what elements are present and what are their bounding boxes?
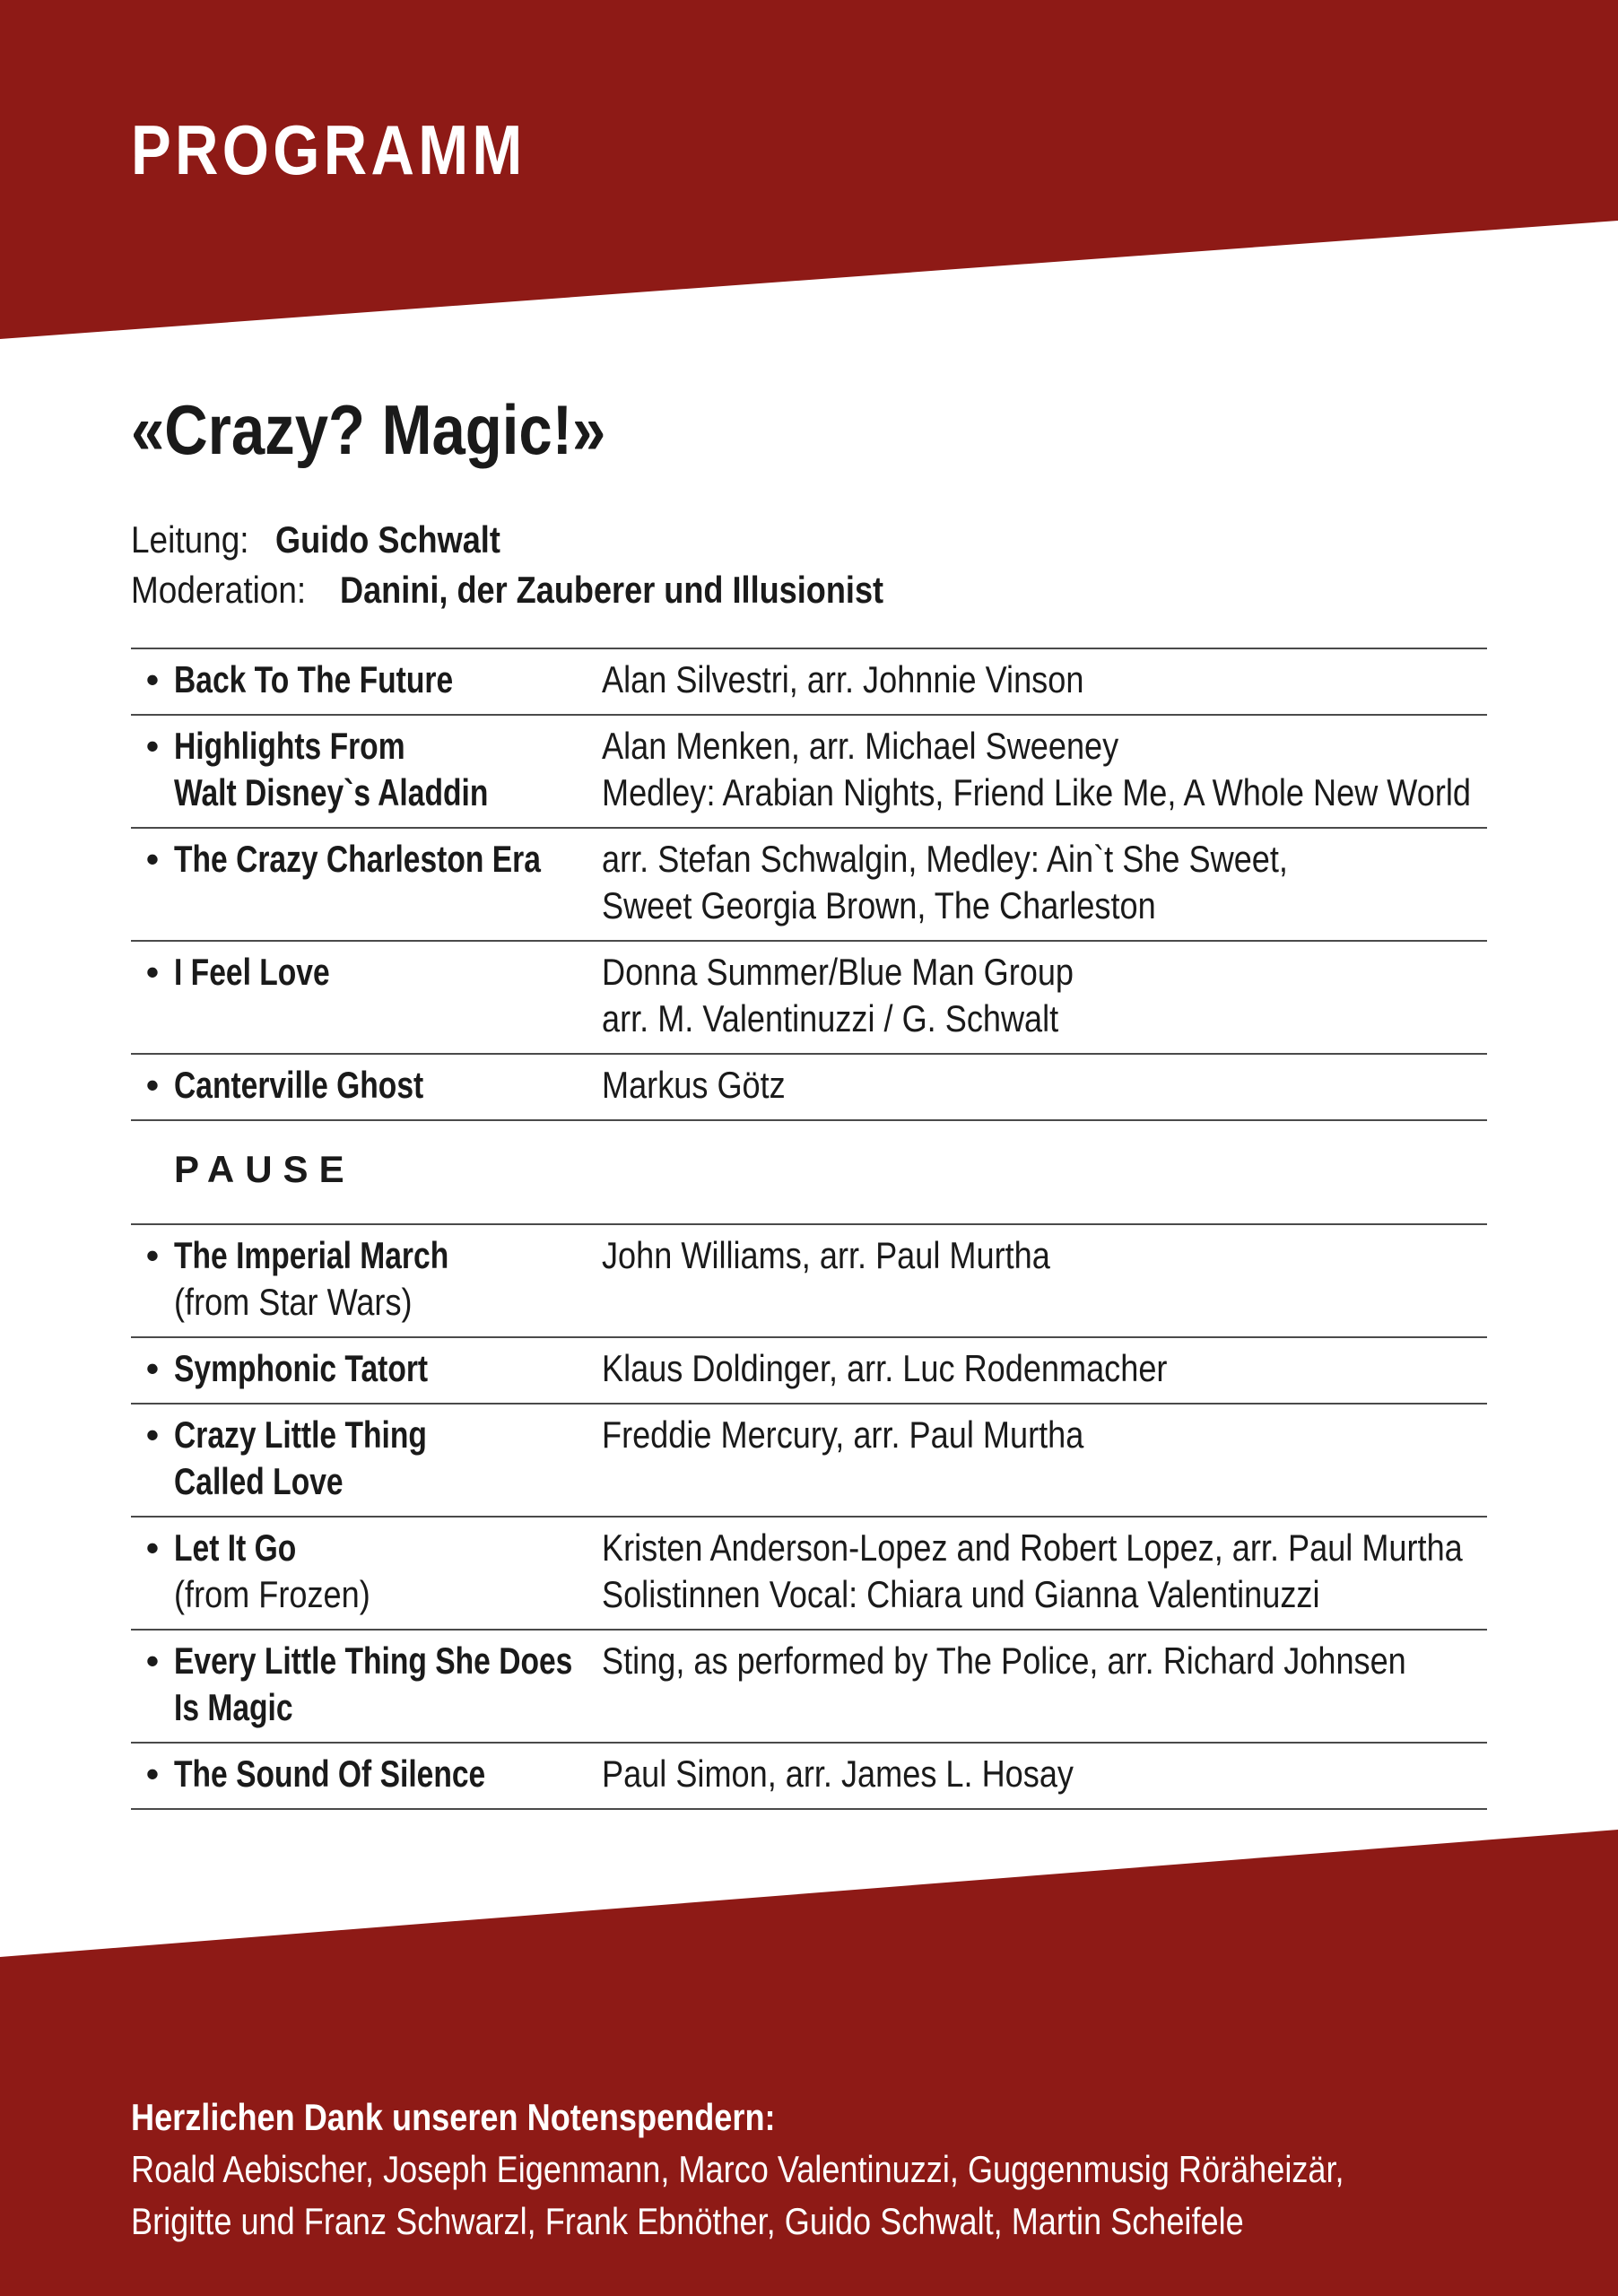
- program-item: [131, 1405, 1487, 1518]
- program-item: [131, 1225, 1487, 1338]
- piece-title: Back To The Future: [174, 658, 454, 700]
- piece-title-line2: Walt Disney`s Aladdin: [174, 771, 489, 813]
- program-item: [131, 1744, 1487, 1810]
- thanks-title: Herzlichen Dank unseren Notenspendern:: [131, 2096, 776, 2138]
- piece-info: Alan Silvestri, arr. Johnnie Vinson: [602, 658, 1084, 700]
- program-list: [131, 648, 1487, 1810]
- piece-info: John Williams, arr. Paul Murtha: [602, 1234, 1050, 1276]
- moderation-label: Moderation:: [131, 569, 307, 611]
- bullet-icon: •: [145, 1234, 160, 1276]
- program-item: [131, 716, 1487, 829]
- program-item: [131, 1055, 1487, 1121]
- concert-title: «Crazy? Magic!»: [131, 390, 606, 469]
- bullet-icon: •: [145, 1347, 160, 1389]
- bullet-icon: •: [145, 951, 160, 993]
- piece-title: The Crazy Charleston Era: [174, 838, 541, 880]
- leitung-name: Guido Schwalt: [275, 518, 500, 561]
- piece-info: Kristen Anderson-Lopez and Robert Lopez, arr. Paul Murtha: [602, 1526, 1463, 1569]
- thanks-section: [131, 2092, 1542, 2248]
- piece-info: Alan Menken, arr. Michael Sweeney: [602, 725, 1119, 767]
- piece-title: Every Little Thing She Does: [174, 1639, 573, 1682]
- program-item: [131, 829, 1487, 942]
- piece-title: The Imperial March: [174, 1234, 449, 1276]
- piece-title: Canterville Ghost: [174, 1064, 424, 1106]
- piece-title: Let It Go: [174, 1526, 297, 1569]
- piece-info: Paul Simon, arr. James L. Hosay: [602, 1752, 1074, 1795]
- piece-title-line2: Called Love: [174, 1460, 344, 1502]
- thanks-line: Brigitte und Franz Schwarzl, Frank Ebnöther, Guido Schwalt, Martin Scheifele: [131, 2200, 1244, 2242]
- piece-info: Freddie Mercury, arr. Paul Murtha: [602, 1413, 1084, 1456]
- piece-title: Symphonic Tatort: [174, 1347, 429, 1389]
- bullet-icon: •: [145, 1526, 160, 1569]
- program-item: [131, 1338, 1487, 1405]
- piece-title: The Sound Of Silence: [174, 1752, 486, 1795]
- piece-info: arr. Stefan Schwalgin, Medley: Ain`t She Sweet,: [602, 838, 1288, 880]
- leitung-label: Leitung:: [131, 518, 249, 561]
- piece-info: Sting, as performed by The Police, arr. Richard Johnsen: [602, 1639, 1406, 1682]
- bullet-icon: •: [145, 838, 160, 880]
- pause-label: PAUSE: [174, 1148, 355, 1190]
- program-item: [131, 1518, 1487, 1631]
- bullet-icon: •: [145, 1639, 160, 1682]
- bullet-icon: •: [145, 1064, 160, 1106]
- moderation-line: [131, 565, 1487, 615]
- leitung-line: [131, 515, 1487, 565]
- piece-info-line2: Medley: Arabian Nights, Friend Like Me, A Whole New World: [602, 771, 1471, 813]
- piece-title: I Feel Love: [174, 951, 330, 993]
- piece-title: Highlights From: [174, 725, 405, 767]
- piece-subtitle: (from Star Wars): [174, 1281, 413, 1323]
- bullet-icon: •: [145, 658, 160, 700]
- piece-info: Donna Summer/Blue Man Group: [602, 951, 1074, 993]
- piece-info-line2: arr. M. Valentinuzzi / G. Schwalt: [602, 997, 1059, 1039]
- bullet-icon: •: [145, 725, 160, 767]
- thanks-line: Roald Aebischer, Joseph Eigenmann, Marco Valentinuzzi, Guggenmusig Röräheizär,: [131, 2148, 1344, 2190]
- pause-row: [131, 1121, 1487, 1225]
- piece-title-line2: Is Magic: [174, 1686, 293, 1728]
- piece-title: Crazy Little Thing: [174, 1413, 427, 1456]
- moderation-name: Danini, der Zauberer und Illusionist: [340, 569, 884, 611]
- credits: [131, 515, 1487, 615]
- program-item: [131, 648, 1487, 716]
- page-title: PROGRAMM: [131, 110, 526, 189]
- piece-info-line2: Sweet Georgia Brown, The Charleston: [602, 884, 1156, 926]
- program-item: [131, 1631, 1487, 1744]
- piece-info-line2: Solistinnen Vocal: Chiara und Gianna Valentinuzzi: [602, 1573, 1320, 1615]
- bullet-icon: •: [145, 1413, 160, 1456]
- piece-subtitle: (from Frozen): [174, 1573, 370, 1615]
- program-main: [131, 390, 1487, 1810]
- program-item: [131, 942, 1487, 1055]
- piece-info: Markus Götz: [602, 1064, 786, 1106]
- piece-info: Klaus Doldinger, arr. Luc Rodenmacher: [602, 1347, 1168, 1389]
- bullet-icon: •: [145, 1752, 160, 1795]
